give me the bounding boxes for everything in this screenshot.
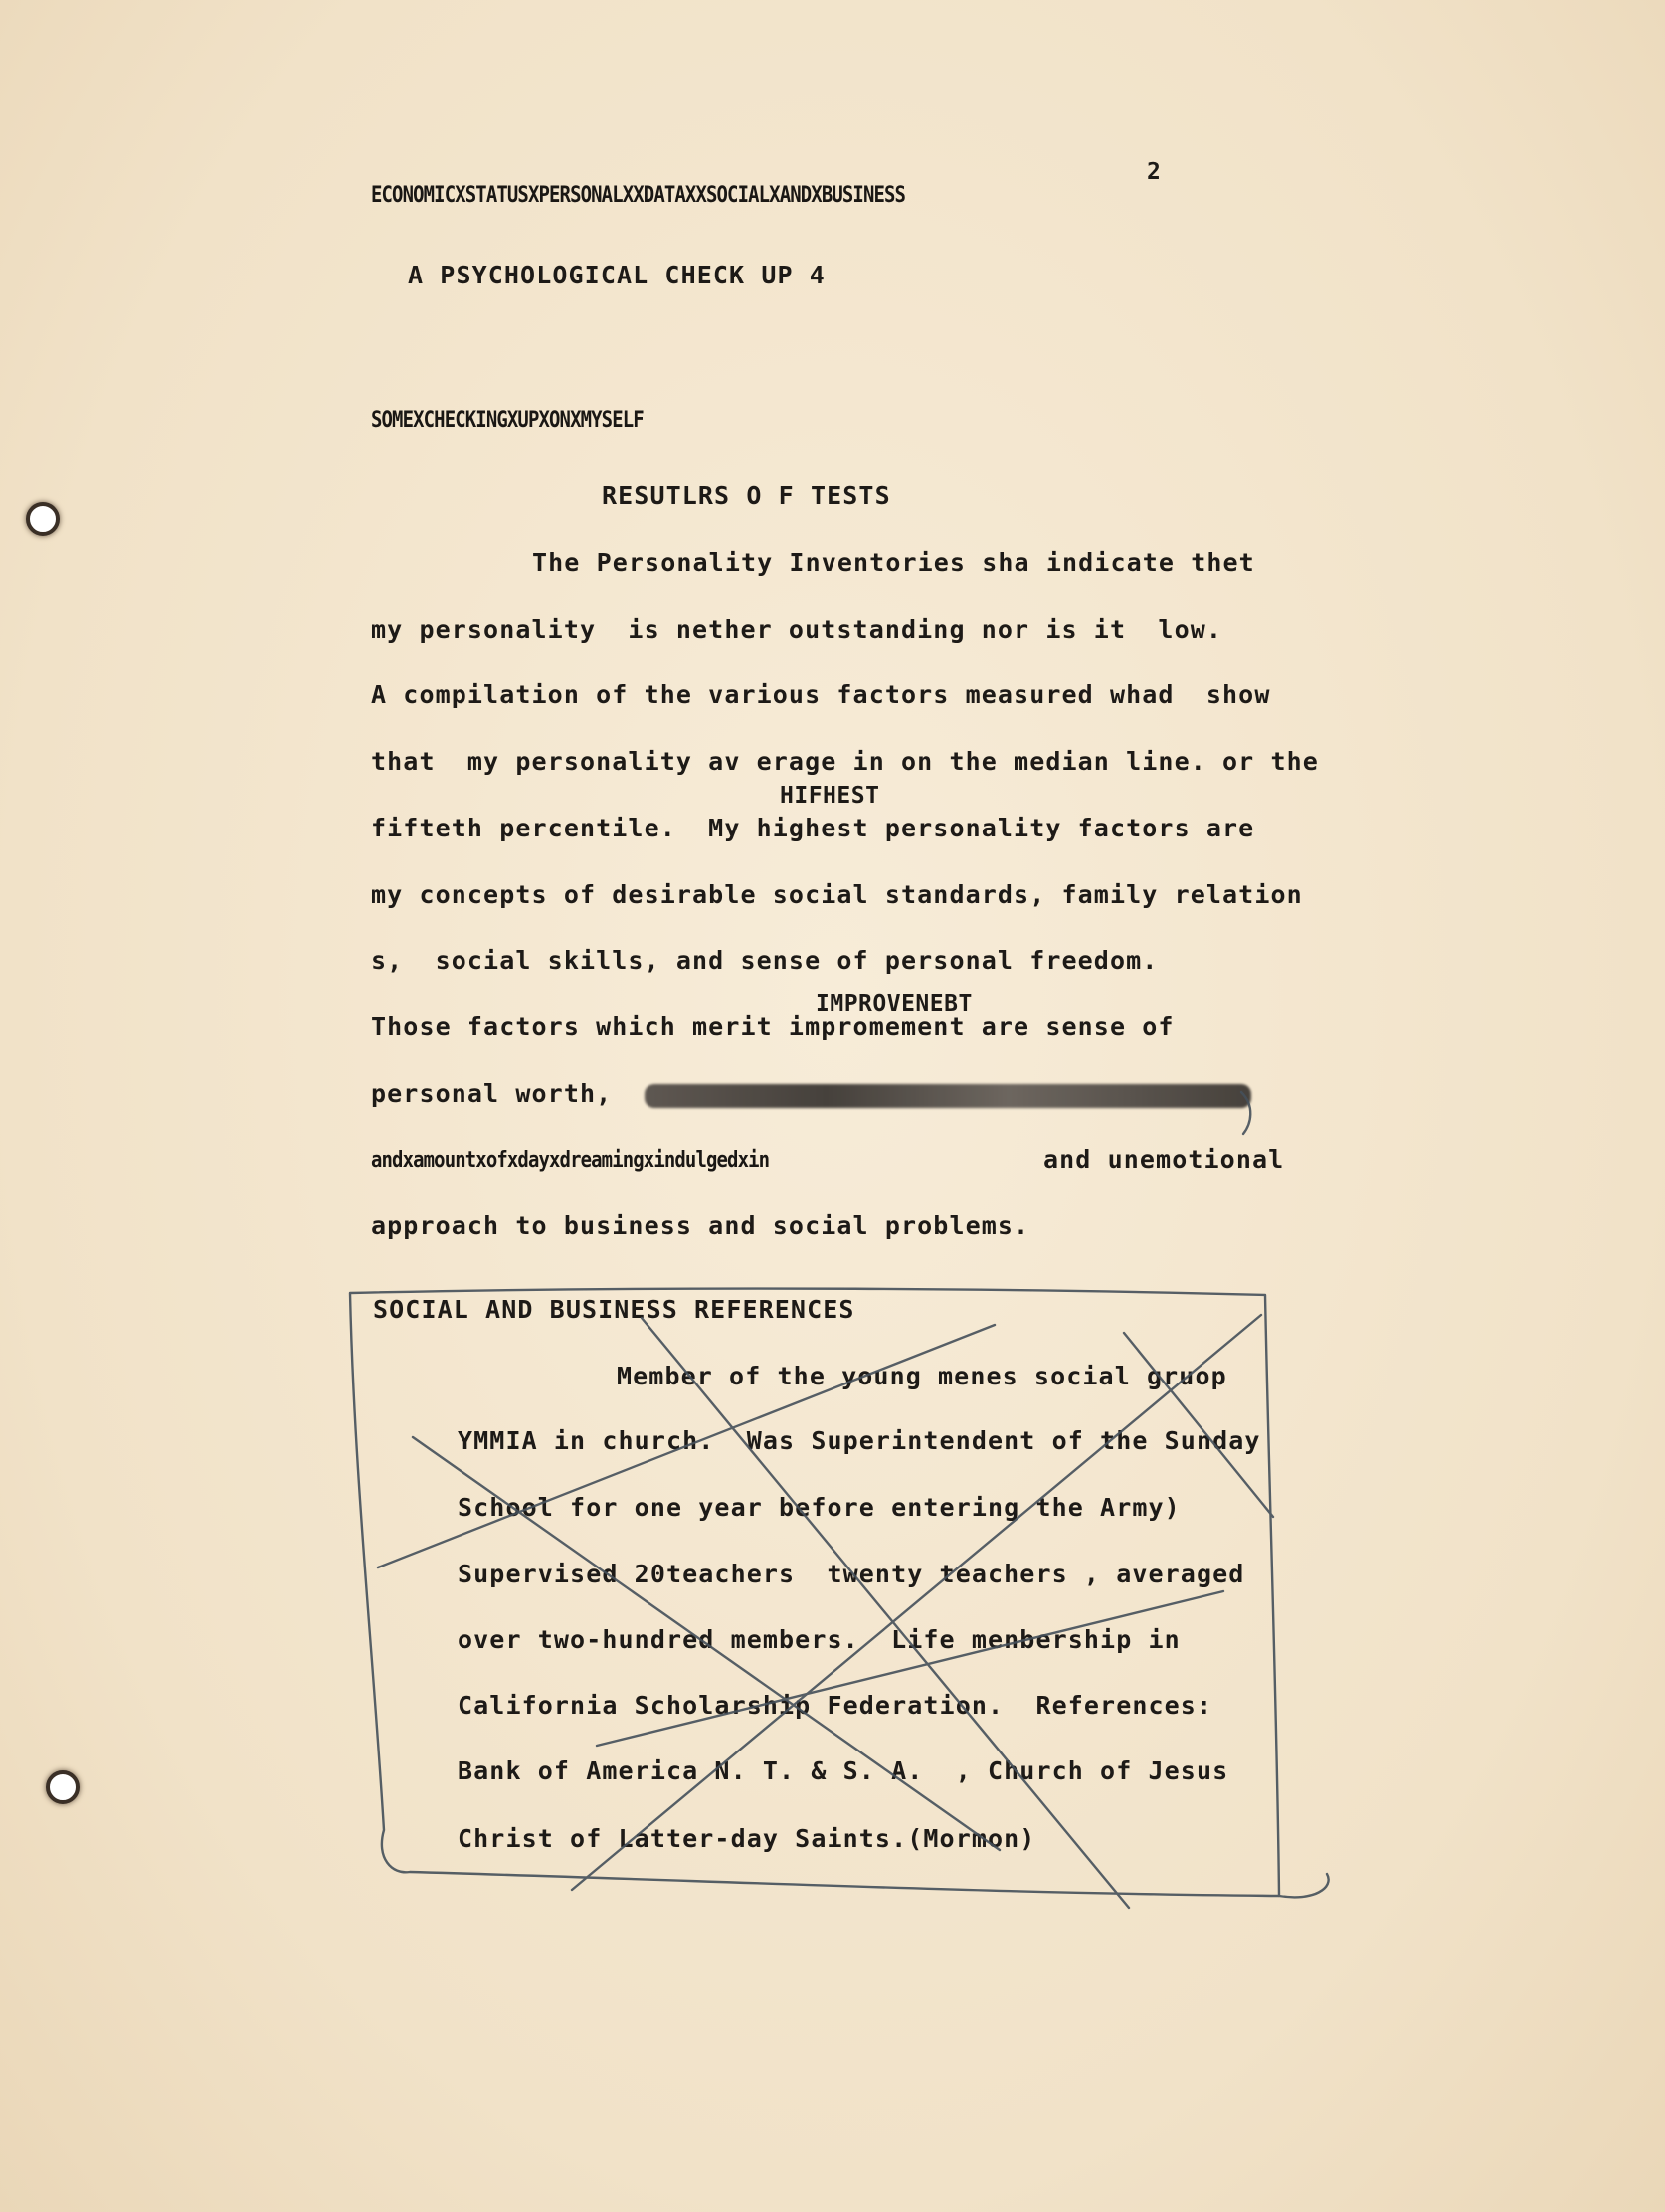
body-line-2: my personality is nether outstanding nor is it low.	[371, 615, 1223, 644]
pencil-cross-line-4	[572, 1315, 1261, 1890]
references-line-8: Christ of Latter-day Saints.(Mormon)	[458, 1824, 1036, 1853]
pencil-cross-line-2	[378, 1325, 995, 1567]
results-heading: RESUTLRS O F TESTS	[602, 481, 891, 510]
references-line-2: YMMIA in church. Was Superintendent of the Sunday	[458, 1426, 1261, 1455]
body-line-7: s, social skills, and sense of personal freedom.	[371, 946, 1159, 975]
pencil-cross-line-5	[1124, 1333, 1273, 1517]
pencil-cross-line-1	[642, 1318, 1129, 1908]
references-line-1: Member of the young menes social gruop	[617, 1362, 1227, 1390]
insertion-improvement: IMPROVENEBT	[816, 991, 973, 1016]
pencil-box-hook	[1279, 1874, 1329, 1897]
references-line-4: Supervised 20teachers twenty teachers , averaged	[458, 1560, 1245, 1588]
crossed-out-subtitle: SOMEXCHECKINGXUPXONXMYSELF	[371, 408, 644, 433]
body-line-5: fifteth percentile. My highest personality factors are	[371, 814, 1255, 842]
body-line-1: The Personality Inventories sha indicate thet	[532, 548, 1255, 577]
references-line-7: Bank of America N. T. & S. A. , Church of Jesus	[458, 1756, 1229, 1785]
body-line-8: Those factors which merit impromement are sense of	[371, 1013, 1175, 1041]
document-title: A PSYCHOLOGICAL CHECK UP 4	[408, 261, 826, 289]
pencil-box-outline	[350, 1289, 1279, 1896]
pencil-tick-mark	[1241, 1092, 1250, 1134]
body-line-6: my concepts of desirable social standards, family relation	[371, 880, 1303, 909]
references-line-5: over two-hundred members. Life menbership in	[458, 1625, 1181, 1654]
references-line-3: School for one year before entering the Army)	[458, 1493, 1181, 1522]
body-line-3: A compilation of the various factors measured whad show	[371, 680, 1271, 709]
page-number-mark: 2	[1147, 159, 1162, 185]
body-line-11: approach to business and social problems.	[371, 1211, 1030, 1240]
crossed-out-phrase: andxamountxofxdayxdreamingxindulgedxin	[371, 1148, 770, 1173]
references-heading: SOCIAL AND BUSINESS REFERENCES	[373, 1295, 855, 1324]
references-line-6: California Scholarship Federation. References:	[458, 1691, 1213, 1720]
body-line-10: and unemotional	[1043, 1145, 1285, 1174]
insertion-highest: HIFHEST	[780, 783, 880, 809]
body-line-9: personal worth,	[371, 1079, 613, 1108]
body-line-4: that my personality av erage in on the median line. or the	[371, 747, 1319, 776]
pencil-cross-line-6	[597, 1591, 1223, 1746]
crossed-out-header: ECONOMICXSTATUSXPERSONALXXDATAXXSOCIALXANDXBUSINESS	[371, 183, 906, 208]
